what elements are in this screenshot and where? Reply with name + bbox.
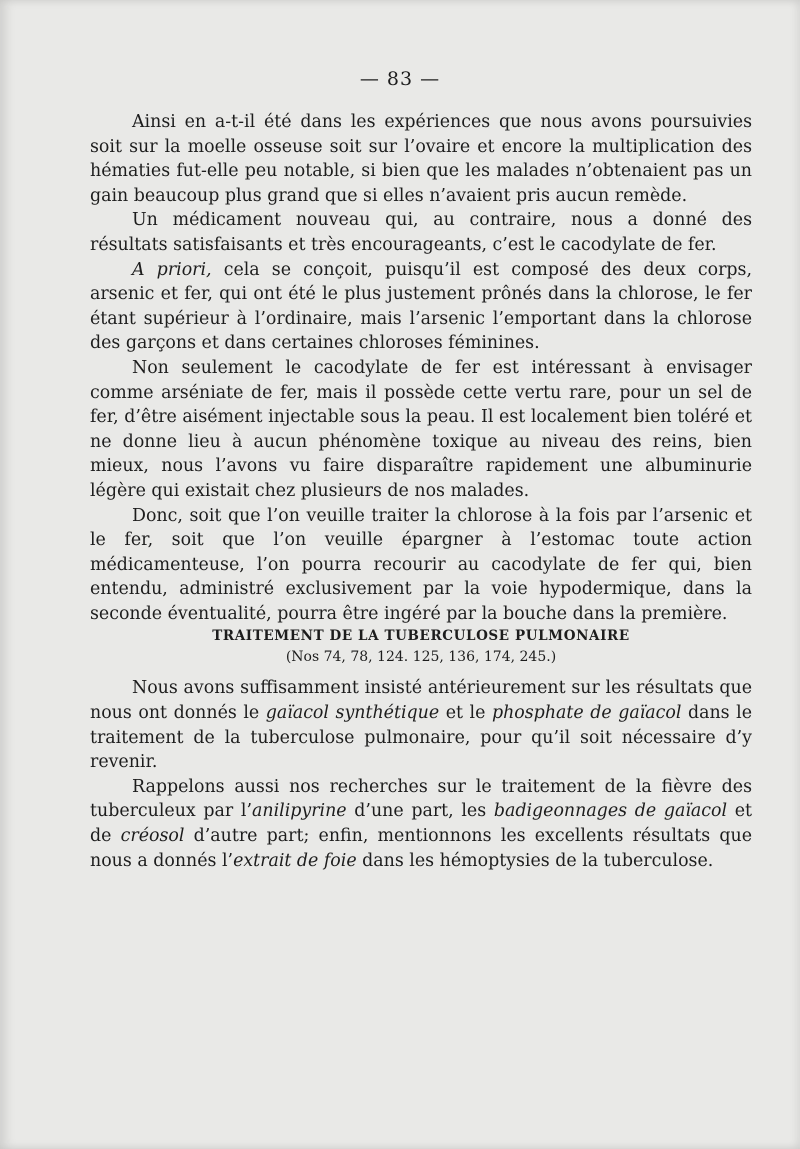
page-body bbox=[90, 110, 752, 873]
section-title: TRAITEMENT DE LA TUBERCULOSE PULMONAIRE bbox=[212, 628, 630, 645]
italic-phrase: anilipyrine bbox=[252, 801, 347, 822]
paragraph bbox=[90, 775, 752, 873]
italic-phrase: badigeonnages de gaïacol bbox=[493, 801, 728, 822]
paragraph bbox=[90, 258, 752, 356]
paragraph: Donc, soit que l’on veuille traiter la chlorose à la fois par l’arsenic et le fer, soit que l’on veuille épargner à l’estomac toute action médicamenteuse, l’on pourra recourir au cacodylate de fer qui, bien entendu, administré exclusivement par la voie hypodermique, dans la seconde éventualité, pourra être ingéré par la bouche dans la première. bbox=[90, 505, 752, 624]
paragraph-text: Rappelons aussi nos recherches sur le traitement de la fièvre des tuberculeux par l’ bbox=[90, 776, 752, 822]
paragraph-text: d’autre part; enfin, mentionnons les excellents résultats que nous a donnés l’ bbox=[90, 826, 753, 871]
paragraph-text: cela se conçoit, puisqu’il est composé des deux corps, arsenic et fer, qui ont été le plus justement prônés dans la chlorose, le fer étant supérieur à l’ordinaire, mais l’arsenic l’emportant dans la chlorose des garçons et dans certaines chloroses féminines. bbox=[90, 259, 753, 354]
italic-phrase: gaïacol synthétique bbox=[265, 703, 440, 724]
paragraph-text: et le bbox=[439, 703, 492, 724]
paragraph: Ainsi en a-t-il été dans les expériences que nous avons poursuivies soit sur la moelle osseuse soit sur l’ovaire et encore la multiplication des hématies fut-elle peu notable, si bien que les malades n’obtenaient pas un gain beaucoup plus grand que si elles n’avaient pris aucun remède. bbox=[90, 112, 752, 206]
paragraph-text: et de bbox=[90, 801, 753, 847]
paragraph bbox=[90, 676, 752, 774]
page-number: — 83 — bbox=[359, 68, 441, 90]
paragraph-text: Nous avons suffisamment insisté antérieurement sur les résultats que nous ont donnés le bbox=[90, 678, 752, 724]
italic-phrase: A priori, bbox=[132, 259, 212, 280]
italic-phrase: créosol bbox=[120, 826, 185, 847]
section-references: (Nos 74, 78, 124. 125, 136, 174, 245.) bbox=[285, 649, 557, 666]
paragraph: Un médicament nouveau qui, au contraire, nous a donné des résultats satisfaisants et très encourageants, c’est le cacodylate de fer. bbox=[90, 210, 752, 255]
paragraph-text: dans le traitement de la tuberculose pulmonaire, pour qu’il soit nécessaire d’y revenir. bbox=[90, 703, 752, 773]
paragraph-text: d’une part, les bbox=[346, 801, 494, 822]
italic-phrase: extrait de foie bbox=[233, 850, 357, 871]
italic-phrase: phosphate de gaïacol bbox=[491, 703, 682, 724]
paragraph: Non seulement le cacodylate de fer est intéressant à envisager comme arséniate de fer, mais il possède cette vertu rare, pour un sel de fer, d’être aisément injectable sous la peau. Il est localement bien toléré et ne donne lieu à aucun phénomène toxique au niveau des reins, bien mieux, nous l’avons vu faire disparaître rapidement une albuminurie légère qui existait chez plusieurs de nos malades. bbox=[90, 357, 752, 501]
paragraph-text: dans les hémoptysies de la tuberculose. bbox=[356, 850, 714, 871]
